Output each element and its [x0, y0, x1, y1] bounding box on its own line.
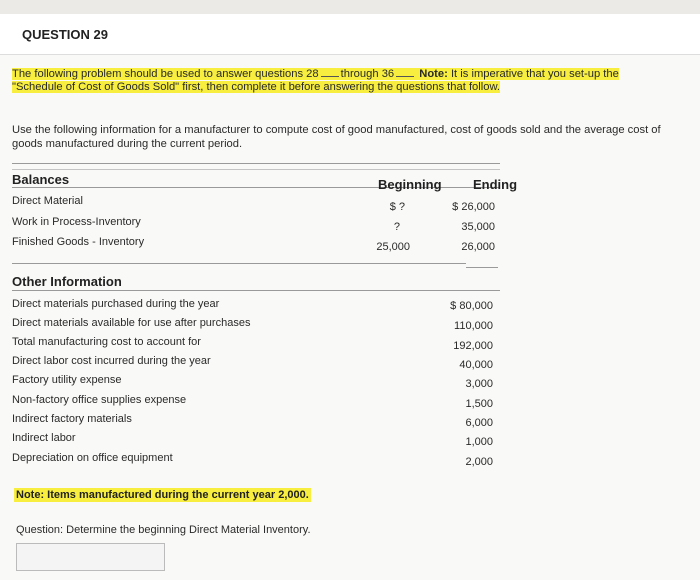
question-text: Question: Determine the beginning Direct Material Inventory. [16, 524, 311, 536]
balance-row-label: Finished Goods - Inventory [12, 236, 145, 248]
intro-through: through [340, 68, 379, 80]
answer-input[interactable] [16, 543, 165, 571]
other-row-label: Indirect factory materials [12, 413, 132, 425]
divider-middle [12, 263, 466, 264]
top-band [0, 0, 700, 15]
intro-text [12, 67, 682, 94]
other-info-underline [12, 290, 500, 291]
note-items-manufactured: Note: Items manufactured during the current year 2,000. [16, 489, 309, 501]
balance-row-label: Direct Material [12, 195, 83, 207]
other-row-value: 1,500 [465, 398, 493, 410]
other-row-value: 6,000 [465, 417, 493, 429]
intro-question-to: 36 [381, 68, 395, 80]
divider-top [12, 163, 500, 164]
other-row-value: 1,000 [465, 436, 493, 448]
balances-title: Balances [12, 172, 70, 187]
balance-row-beginning: ? [393, 221, 400, 233]
question-header [0, 14, 700, 55]
other-row-label: Factory utility expense [12, 374, 122, 386]
other-row-value: $ 80,000 [450, 300, 493, 312]
balance-row-ending: 26,000 [461, 241, 495, 253]
col-ending-header: Ending [473, 177, 518, 192]
other-row-value: 192,000 [453, 340, 493, 352]
other-row-label: Direct materials available for use after purchases [12, 317, 251, 329]
other-row-label: Non-factory office supplies expense [12, 394, 187, 406]
intro-line2: "Schedule of Cost of Goods Sold" first, then complete it before answering the questions that follow. [12, 81, 501, 93]
blank-2 [396, 67, 414, 77]
intro-note-label: Note: [419, 68, 448, 80]
other-row-value: 110,000 [454, 320, 493, 332]
instructions-paragraph: Use the following information for a manufacturer to compute cost of good manufactured, cost of goods sold and the average cost of goods manufactured during the current period. [12, 124, 661, 150]
other-row-label: Total manufacturing cost to account for [12, 336, 201, 348]
blank-1 [321, 67, 339, 77]
other-row-value: 40,000 [459, 359, 493, 371]
balance-row-ending: $ 26,000 [452, 201, 495, 213]
intro-part1: The following problem should be used to answer questions [12, 68, 304, 80]
intro-highlight-line1 [12, 68, 619, 80]
question-content [0, 55, 700, 580]
col-beginning-header: Beginning [378, 177, 442, 192]
divider-top-2 [12, 169, 500, 170]
other-row-value: 3,000 [465, 378, 493, 390]
question-title: QUESTION 29 [22, 27, 108, 42]
other-row-label: Direct labor cost incurred during the year [12, 355, 211, 367]
other-row-value: 2,000 [465, 456, 493, 468]
balance-row-ending: 35,000 [461, 221, 495, 233]
balance-row-label: Work in Process-Inventory [12, 216, 141, 228]
divider-middle-right [466, 267, 498, 268]
intro-note-text: It is imperative that you set-up the [450, 68, 619, 80]
other-row-label: Direct materials purchased during the year [12, 298, 220, 310]
other-row-label: Depreciation on office equipment [12, 452, 173, 464]
other-info-title: Other Information [12, 274, 122, 289]
balance-row-beginning: 25,000 [376, 241, 410, 253]
intro-question-from: 28 [306, 68, 319, 80]
balance-row-beginning: $ ? [389, 201, 405, 213]
other-row-label: Indirect labor [12, 432, 76, 444]
